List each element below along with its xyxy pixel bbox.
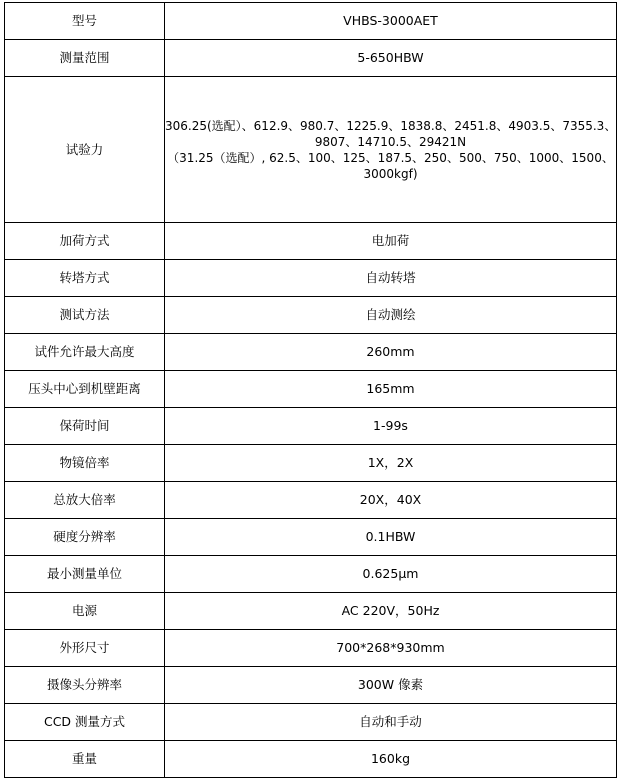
row-value: 260mm	[165, 334, 617, 371]
row-value: 自动和手动	[165, 704, 617, 741]
row-value: 自动测绘	[165, 297, 617, 334]
row-value: 0.1HBW	[165, 519, 617, 556]
row-label: 转塔方式	[5, 260, 165, 297]
row-label: 型号	[5, 3, 165, 40]
row-value: 20X，40X	[165, 482, 617, 519]
row-label: 重量	[5, 741, 165, 778]
row-label: 试件允许最大高度	[5, 334, 165, 371]
table-row	[5, 334, 617, 371]
table-row	[5, 77, 617, 223]
row-label: 保荷时间	[5, 408, 165, 445]
row-value: 165mm	[165, 371, 617, 408]
row-value: 700*268*930mm	[165, 630, 617, 667]
row-value: VHBS-3000AET	[165, 3, 617, 40]
table-row	[5, 704, 617, 741]
table-row	[5, 371, 617, 408]
test-force-values	[165, 77, 617, 223]
row-value: 300W 像素	[165, 667, 617, 704]
row-value: 电加荷	[165, 223, 617, 260]
table-row	[5, 556, 617, 593]
row-label: 试验力	[5, 77, 165, 223]
test-force-line: 9807、14710.5、29421N	[314, 134, 467, 149]
table-row	[5, 408, 617, 445]
test-force-line: 306.25(选配）、612.9、980.7、1225.9、1838.8、2451.8、4903.5、7355.3、	[165, 118, 617, 133]
row-label: CCD 测量方式	[5, 704, 165, 741]
row-label: 硬度分辨率	[5, 519, 165, 556]
row-label: 外形尺寸	[5, 630, 165, 667]
row-label: 电源	[5, 593, 165, 630]
row-label: 测试方法	[5, 297, 165, 334]
table-row	[5, 297, 617, 334]
row-label: 加荷方式	[5, 223, 165, 260]
table-row	[5, 593, 617, 630]
table-row	[5, 667, 617, 704]
row-value: 1X，2X	[165, 445, 617, 482]
table-row	[5, 519, 617, 556]
row-label: 最小测量单位	[5, 556, 165, 593]
table-row	[5, 741, 617, 778]
row-label: 压头中心到机壁距离	[5, 371, 165, 408]
row-value: 5-650HBW	[165, 40, 617, 77]
row-label: 总放大倍率	[5, 482, 165, 519]
row-value: 0.625μm	[165, 556, 617, 593]
table-row	[5, 40, 617, 77]
table-row	[5, 260, 617, 297]
row-value: 1-99s	[165, 408, 617, 445]
row-label: 测量范围	[5, 40, 165, 77]
test-force-line: （31.25（选配）, 62.5、100、125、187.5、250、500、750、1000、1500、	[167, 150, 614, 165]
test-force-line: 3000kgf)	[363, 166, 418, 181]
row-value: AC 220V，50Hz	[165, 593, 617, 630]
row-label: 物镜倍率	[5, 445, 165, 482]
row-label: 摄像头分辨率	[5, 667, 165, 704]
table-row	[5, 630, 617, 667]
spec-table	[4, 2, 617, 778]
row-value: 160kg	[165, 741, 617, 778]
table-row	[5, 3, 617, 40]
table-row	[5, 223, 617, 260]
table-row	[5, 445, 617, 482]
table-row	[5, 482, 617, 519]
row-value: 自动转塔	[165, 260, 617, 297]
